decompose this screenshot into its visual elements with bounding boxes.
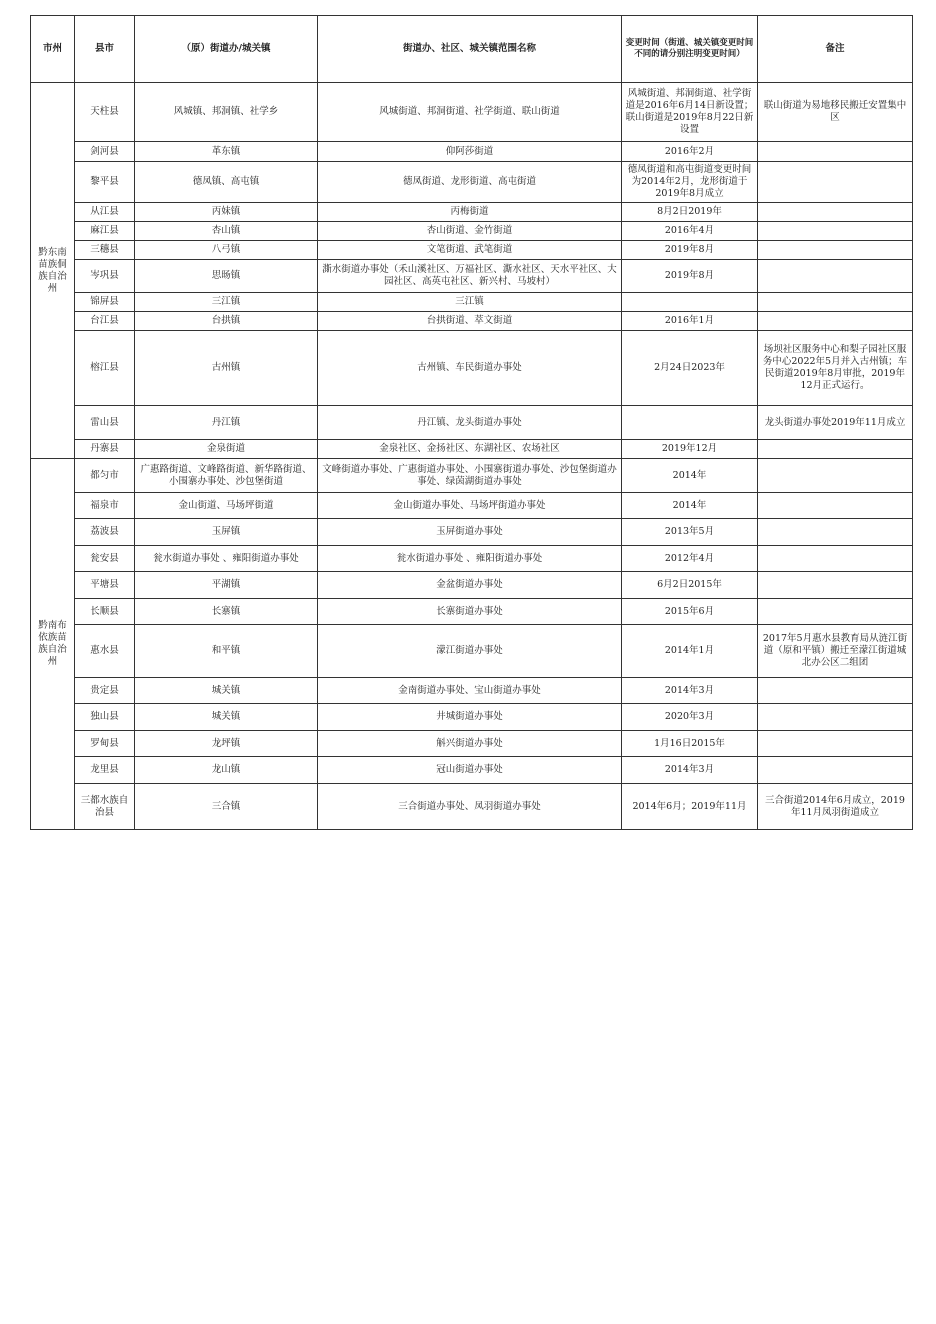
time-cell: 2020年3月 xyxy=(622,704,758,731)
time-cell: 2015年6月 xyxy=(622,599,758,625)
time-cell: 2014年1月 xyxy=(622,625,758,678)
time-cell: 2014年6月；2019年11月 xyxy=(622,784,758,830)
county-cell: 三都水族自治县 xyxy=(75,784,135,830)
names-cell: 井城街道办事处 xyxy=(318,704,622,731)
orig-cell: 金山街道、马场坪街道 xyxy=(135,493,318,519)
county-cell: 瓮安县 xyxy=(75,546,135,572)
names-cell: 澌水街道办事处（禾山溪社区、万福社区、澌水社区、天水平社区、大园社区、高英屯社区、新兴村、马坡村） xyxy=(318,260,622,293)
table-row xyxy=(31,260,913,293)
time-cell xyxy=(622,406,758,440)
county-cell: 福泉市 xyxy=(75,493,135,519)
orig-cell: 德凤镇、高屯镇 xyxy=(135,162,318,203)
note-cell xyxy=(758,162,913,203)
orig-cell: 台拱镇 xyxy=(135,312,318,331)
note-cell: 三合街道2014年6月成立，2019年11月凤羽街道成立 xyxy=(758,784,913,830)
time-cell: 2016年1月 xyxy=(622,312,758,331)
time-cell xyxy=(622,293,758,312)
orig-cell: 平湖镇 xyxy=(135,572,318,599)
time-cell: 1月16日2015年 xyxy=(622,731,758,757)
table-row xyxy=(31,519,913,546)
time-cell: 2014年3月 xyxy=(622,757,758,784)
table-row xyxy=(31,142,913,162)
names-cell: 瓮水街道办事处 、雍阳街道办事处 xyxy=(318,546,622,572)
orig-cell: 八弓镇 xyxy=(135,241,318,260)
note-cell xyxy=(758,757,913,784)
county-cell: 从江县 xyxy=(75,203,135,222)
names-cell: 丙梅街道 xyxy=(318,203,622,222)
orig-cell: 长寨镇 xyxy=(135,599,318,625)
names-cell: 长寨街道办事处 xyxy=(318,599,622,625)
names-cell: 古州镇、车民街道办事处 xyxy=(318,331,622,406)
county-cell: 丹寨县 xyxy=(75,440,135,459)
table-row xyxy=(31,203,913,222)
note-cell: 2017年5月惠水县教育局从涟江街道（原和平镇）搬迁至濛江街道城北办公区二组团 xyxy=(758,625,913,678)
table-row xyxy=(31,222,913,241)
orig-cell: 丹江镇 xyxy=(135,406,318,440)
table-row xyxy=(31,493,913,519)
street-office-table xyxy=(30,15,913,830)
names-cell: 丹江镇、龙头街道办事处 xyxy=(318,406,622,440)
names-cell: 文笔街道、武笔街道 xyxy=(318,241,622,260)
names-cell: 金南街道办事处、宝山街道办事处 xyxy=(318,678,622,704)
orig-cell: 龙山镇 xyxy=(135,757,318,784)
note-cell xyxy=(758,241,913,260)
header-orig: （原）街道办/城关镇 xyxy=(135,16,318,83)
names-cell: 三合街道办事处、凤羽街道办事处 xyxy=(318,784,622,830)
note-cell xyxy=(758,293,913,312)
orig-cell: 革东镇 xyxy=(135,142,318,162)
time-cell: 2019年8月 xyxy=(622,241,758,260)
names-cell: 金山街道办事处、马场坪街道办事处 xyxy=(318,493,622,519)
orig-cell: 龙坪镇 xyxy=(135,731,318,757)
names-cell: 德凤街道、龙形街道、高屯街道 xyxy=(318,162,622,203)
note-cell: 龙头街道办事处2019年11月成立 xyxy=(758,406,913,440)
table-row xyxy=(31,312,913,331)
note-cell: 联山街道为易地移民搬迁安置集中区 xyxy=(758,83,913,142)
county-cell: 剑河县 xyxy=(75,142,135,162)
table-row xyxy=(31,406,913,440)
orig-cell: 金泉街道 xyxy=(135,440,318,459)
orig-cell: 三合镇 xyxy=(135,784,318,830)
table-row xyxy=(31,440,913,459)
note-cell xyxy=(758,142,913,162)
county-cell: 独山县 xyxy=(75,704,135,731)
note-cell xyxy=(758,678,913,704)
table-row xyxy=(31,625,913,678)
county-cell: 台江县 xyxy=(75,312,135,331)
note-cell: 场坝社区服务中心和梨子园社区服务中心2022年5月并入古州镇；车民街道2019年8月审批，2019年12月正式运行。 xyxy=(758,331,913,406)
note-cell xyxy=(758,203,913,222)
county-cell: 榕江县 xyxy=(75,331,135,406)
note-cell xyxy=(758,440,913,459)
header-names: 街道办、社区、城关镇范围名称 xyxy=(318,16,622,83)
county-cell: 三穗县 xyxy=(75,241,135,260)
note-cell xyxy=(758,572,913,599)
county-cell: 锦屏县 xyxy=(75,293,135,312)
time-cell: 2014年 xyxy=(622,459,758,493)
city-cell: 黔东南苗族侗族自治州 xyxy=(31,83,75,459)
orig-cell: 杏山镇 xyxy=(135,222,318,241)
orig-cell: 广惠路街道、文峰路街道、新华路街道、小围寨办事处、沙包堡街道 xyxy=(135,459,318,493)
note-cell xyxy=(758,312,913,331)
city-cell: 黔南布依族苗族自治州 xyxy=(31,459,75,830)
table-row xyxy=(31,572,913,599)
time-cell: 2019年12月 xyxy=(622,440,758,459)
table-row xyxy=(31,731,913,757)
table-row xyxy=(31,546,913,572)
table-row xyxy=(31,331,913,406)
table-row xyxy=(31,784,913,830)
table-row xyxy=(31,241,913,260)
names-cell: 金盆街道办事处 xyxy=(318,572,622,599)
county-cell: 长顺县 xyxy=(75,599,135,625)
time-cell: 2014年3月 xyxy=(622,678,758,704)
county-cell: 平塘县 xyxy=(75,572,135,599)
county-cell: 都匀市 xyxy=(75,459,135,493)
time-cell: 8月2日2019年 xyxy=(622,203,758,222)
names-cell: 三江镇 xyxy=(318,293,622,312)
time-cell: 德凤街道和高屯街道变更时间为2014年2月，龙形街道于2019年8月成立 xyxy=(622,162,758,203)
table-row xyxy=(31,83,913,142)
orig-cell: 丙妹镇 xyxy=(135,203,318,222)
header-row xyxy=(31,16,913,83)
header-note: 备注 xyxy=(758,16,913,83)
note-cell xyxy=(758,704,913,731)
time-cell: 2016年4月 xyxy=(622,222,758,241)
time-cell: 2013年5月 xyxy=(622,519,758,546)
time-cell: 2014年 xyxy=(622,493,758,519)
table-row xyxy=(31,757,913,784)
names-cell: 文峰街道办事处、广惠街道办事处、小围寨街道办事处、沙包堡街道办事处、绿茵湖街道办事处 xyxy=(318,459,622,493)
note-cell xyxy=(758,260,913,293)
orig-cell: 瓮水街道办事处 、雍阳街道办事处 xyxy=(135,546,318,572)
time-cell: 6月2日2015年 xyxy=(622,572,758,599)
time-cell: 2月24日2023年 xyxy=(622,331,758,406)
note-cell xyxy=(758,493,913,519)
orig-cell: 城关镇 xyxy=(135,678,318,704)
orig-cell: 和平镇 xyxy=(135,625,318,678)
county-cell: 贵定县 xyxy=(75,678,135,704)
table-row xyxy=(31,459,913,493)
county-cell: 荔波县 xyxy=(75,519,135,546)
note-cell xyxy=(758,599,913,625)
names-cell: 濛江街道办事处 xyxy=(318,625,622,678)
county-cell: 雷山县 xyxy=(75,406,135,440)
county-cell: 天柱县 xyxy=(75,83,135,142)
table-row xyxy=(31,704,913,731)
county-cell: 黎平县 xyxy=(75,162,135,203)
header-time: 变更时间（街道、城关镇变更时间不同的请分别注明变更时间） xyxy=(622,16,758,83)
header-county: 县市 xyxy=(75,16,135,83)
orig-cell: 三江镇 xyxy=(135,293,318,312)
county-cell: 罗甸县 xyxy=(75,731,135,757)
orig-cell: 风城镇、邦洞镇、社学乡 xyxy=(135,83,318,142)
time-cell: 风城街道、邦洞街道、社学街道是2016年6月14日新设置；联山街道是2019年8月22日新设置 xyxy=(622,83,758,142)
note-cell xyxy=(758,519,913,546)
orig-cell: 玉屏镇 xyxy=(135,519,318,546)
names-cell: 杏山街道、金竹街道 xyxy=(318,222,622,241)
orig-cell: 城关镇 xyxy=(135,704,318,731)
table-row xyxy=(31,678,913,704)
county-cell: 岑巩县 xyxy=(75,260,135,293)
table-row xyxy=(31,162,913,203)
names-cell: 金泉社区、金扬社区、东湖社区、农场社区 xyxy=(318,440,622,459)
names-cell: 台拱街道、萃文街道 xyxy=(318,312,622,331)
county-cell: 龙里县 xyxy=(75,757,135,784)
orig-cell: 思旸镇 xyxy=(135,260,318,293)
time-cell: 2012年4月 xyxy=(622,546,758,572)
orig-cell: 古州镇 xyxy=(135,331,318,406)
names-cell: 冠山街道办事处 xyxy=(318,757,622,784)
county-cell: 惠水县 xyxy=(75,625,135,678)
table-row xyxy=(31,599,913,625)
note-cell xyxy=(758,546,913,572)
names-cell: 玉屏街道办事处 xyxy=(318,519,622,546)
time-cell: 2016年2月 xyxy=(622,142,758,162)
header-city: 市州 xyxy=(31,16,75,83)
names-cell: 斛兴街道办事处 xyxy=(318,731,622,757)
names-cell: 风城街道、邦洞街道、社学街道、联山街道 xyxy=(318,83,622,142)
county-cell: 麻江县 xyxy=(75,222,135,241)
note-cell xyxy=(758,731,913,757)
note-cell xyxy=(758,459,913,493)
time-cell: 2019年8月 xyxy=(622,260,758,293)
names-cell: 仰阿莎街道 xyxy=(318,142,622,162)
table-row xyxy=(31,293,913,312)
note-cell xyxy=(758,222,913,241)
